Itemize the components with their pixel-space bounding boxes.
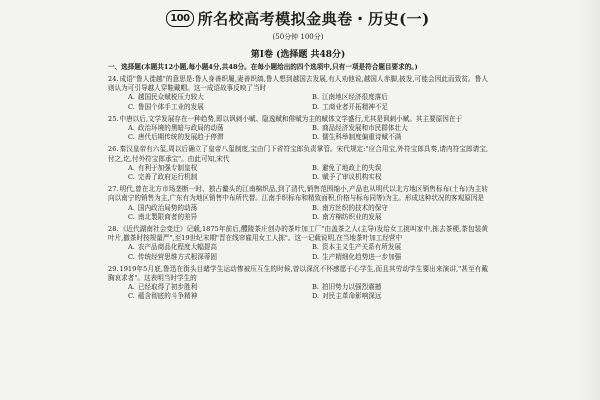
- option-text: 儒生科举制度偏重诗赋不满: [322, 133, 402, 142]
- option-text: 赋予了审议机构实权: [322, 173, 382, 182]
- option-text: 拍旧势力以强烈震撼: [321, 283, 382, 292]
- option-text: 生产精细化趋势进一步加强: [322, 252, 402, 261]
- option-label: A.: [128, 124, 135, 133]
- option-text: 国内政治局势的动荡: [137, 203, 198, 212]
- exam-header: [108, 8, 488, 29]
- question-number: 25.: [108, 114, 119, 123]
- option-label: D.: [312, 212, 320, 221]
- option-text: 对民主革命影响深远: [322, 292, 382, 301]
- option-c[interactable]: [128, 292, 304, 301]
- question-29: [108, 265, 488, 302]
- option-a[interactable]: [128, 93, 304, 102]
- question-number: 24.: [108, 75, 119, 83]
- option-text: 蕴含彻底的斗争精神: [137, 292, 198, 301]
- option-text: 政治环境的黑暗与政局的动荡: [137, 124, 224, 133]
- option-label: C.: [128, 292, 135, 301]
- exam-duration: (50分钟 100分): [272, 33, 324, 41]
- question-25: [108, 115, 488, 143]
- option-text: 资本主义生产关系有所发展: [321, 243, 402, 252]
- option-label: B.: [312, 243, 319, 252]
- option-text: 唐代后期传统的发展趋于停滞: [137, 133, 224, 142]
- option-text: 避免了地政上的失误: [321, 163, 382, 172]
- option-a[interactable]: [128, 283, 304, 292]
- option-text: 有利于加强专制皇权: [137, 163, 198, 172]
- option-label: D.: [312, 292, 320, 301]
- option-list: [108, 93, 488, 111]
- option-label: B.: [312, 124, 319, 133]
- option-label: A.: [128, 243, 135, 252]
- option-text: 已经取得了初步胜利: [137, 283, 198, 292]
- option-label: B.: [312, 93, 319, 102]
- page-edge-shadow: [580, 0, 600, 400]
- option-c[interactable]: [128, 133, 304, 142]
- option-text: 传统经营思维方式根深蒂固: [137, 252, 218, 261]
- question-stem: [108, 185, 488, 203]
- option-c[interactable]: [128, 253, 304, 262]
- question-number: 26.: [108, 145, 119, 154]
- option-text: 南北製限商者的差异: [137, 212, 198, 221]
- option-label: A.: [128, 93, 135, 102]
- option-label: A.: [128, 163, 135, 172]
- option-label: D.: [312, 173, 320, 182]
- question-number: 27.: [108, 185, 119, 194]
- option-text: 江南地区经济很度落后: [321, 93, 388, 102]
- option-label: C.: [128, 173, 135, 182]
- option-text: 商品经济发展和市民群体壮大: [321, 124, 408, 133]
- question-stem: [108, 75, 488, 93]
- option-d[interactable]: [312, 103, 488, 112]
- option-label: A.: [128, 203, 135, 212]
- question-text: 秦汉皇帝有六玺,周以后确立了皇帝八玺制度,宝由门下省符宝郎负责掌管。宋代规定:"应合用宝,外符宝郎具奏,请内符宝郎请宝,付之,讫,付外符宝郎承宝"。由此可知,宋代: [108, 145, 488, 163]
- option-label: C.: [128, 102, 135, 111]
- option-text: 越国民众赋税压力较大: [137, 93, 204, 102]
- section-instruction: 一、选择题(本题共12小题,每小题4分,共48分。在每小题给出的四个选项中,只有一项是符合题目要求的。): [108, 63, 418, 71]
- brand-logo: 100: [166, 10, 193, 27]
- option-label: C.: [128, 212, 135, 221]
- question-text: 1919年5月底,鲁迅在街头目睹学生运动惨被压互生的时候,曾以深沉不怀感愿于心学生,而且其劳动学生要出来演讲,"甚至有戴胸哀求者"。这表明当时学生的: [108, 264, 488, 283]
- option-a[interactable]: [128, 164, 304, 173]
- option-a[interactable]: [128, 204, 304, 213]
- exam-title: 所名校高考模拟金典卷・历史(一): [197, 10, 430, 28]
- option-label: C.: [128, 252, 135, 261]
- question-stem: [108, 115, 488, 124]
- option-list: [108, 124, 488, 142]
- option-label: A.: [128, 283, 135, 292]
- question-28: [108, 225, 488, 262]
- question-26: [108, 145, 488, 182]
- option-list: [108, 283, 488, 301]
- option-d[interactable]: [312, 292, 488, 301]
- option-label: D.: [312, 102, 320, 111]
- option-d[interactable]: [312, 213, 488, 222]
- option-b[interactable]: [312, 164, 488, 173]
- option-a[interactable]: [128, 124, 304, 133]
- question-stem: [108, 265, 488, 283]
- question-stem: [108, 145, 488, 163]
- option-list: [108, 243, 488, 261]
- option-text: 工商业者开拓精神不足: [322, 102, 389, 111]
- option-label: D.: [312, 252, 320, 261]
- option-text: 完善了政府运行机制: [137, 173, 198, 182]
- question-text: 明代,曾在北方市场垄断一时、独占鳌头的江南棉织品,到了清代,销售范围缩小,产品也从明代以北方地区销售标布(土布)为主转向以南宁的销售为主,广东有为地区销售中布所代替。江南手织标布和精致面积,价格与标布同等)为主。形成这种状况的客观原因是: [108, 185, 488, 203]
- question-text: 中唐以后,文学发展存在一种趋势,即以讽刺小赋、隐逸赋和俳赋为主的赋体文学盛行,尤其是讽刺小赋。其主要原因在于: [119, 114, 463, 123]
- option-c[interactable]: [128, 213, 304, 222]
- option-b[interactable]: [312, 283, 488, 292]
- option-label: B.: [312, 283, 319, 292]
- option-text: 南方棉纺织业的发展: [322, 212, 382, 221]
- option-d[interactable]: [312, 173, 488, 182]
- option-c[interactable]: [128, 103, 304, 112]
- question-27: [108, 185, 488, 222]
- option-text: 鲁国个体手工业的发展: [137, 102, 204, 111]
- option-b[interactable]: [312, 204, 488, 213]
- section-heading: 第Ⅰ卷 (选择题 共48分): [250, 50, 346, 60]
- option-label: B.: [312, 163, 319, 172]
- option-list: [108, 164, 488, 182]
- option-d[interactable]: [312, 253, 488, 262]
- question-text: 《近代湖南社会变迁》记载,1875年前后,醴陵茶庄创办的茶叶加工厂"由盖茶之人(主导)发给女工挑叫家中,拣去茶梗,茶包装黄叶片,撤茶时按规量严",至19世纪末期"晋在线帘雇用女工人拣"。这一记载说明,在当地茶叶加工经营中: [108, 225, 488, 243]
- option-list: [108, 204, 488, 222]
- question-text: 成语"鲁人徙越"的意思是:鲁人身善织履,妻善织缟,鲁人想到越国去发展,有人劝他说,越国人赤脚,披发,可能会因此而致贫。鲁人则认为可引导越人穿鞋戴帽。这一成语故事反映了当时: [108, 75, 488, 93]
- option-label: B.: [312, 203, 319, 212]
- option-label: D.: [312, 133, 320, 142]
- option-b[interactable]: [312, 243, 488, 252]
- option-b[interactable]: [312, 124, 488, 133]
- option-label: C.: [128, 133, 135, 142]
- question-stem: [108, 225, 488, 243]
- option-a[interactable]: [128, 243, 304, 252]
- option-text: 农产品商品化程度大幅提高: [137, 243, 217, 252]
- question-24: [108, 75, 488, 112]
- option-b[interactable]: [312, 93, 488, 102]
- option-d[interactable]: [312, 133, 488, 142]
- option-c[interactable]: [128, 173, 304, 182]
- question-number: 28.: [108, 225, 119, 234]
- option-text: 南方丝织的技术的保守: [321, 203, 388, 212]
- question-number: 29.: [108, 264, 119, 273]
